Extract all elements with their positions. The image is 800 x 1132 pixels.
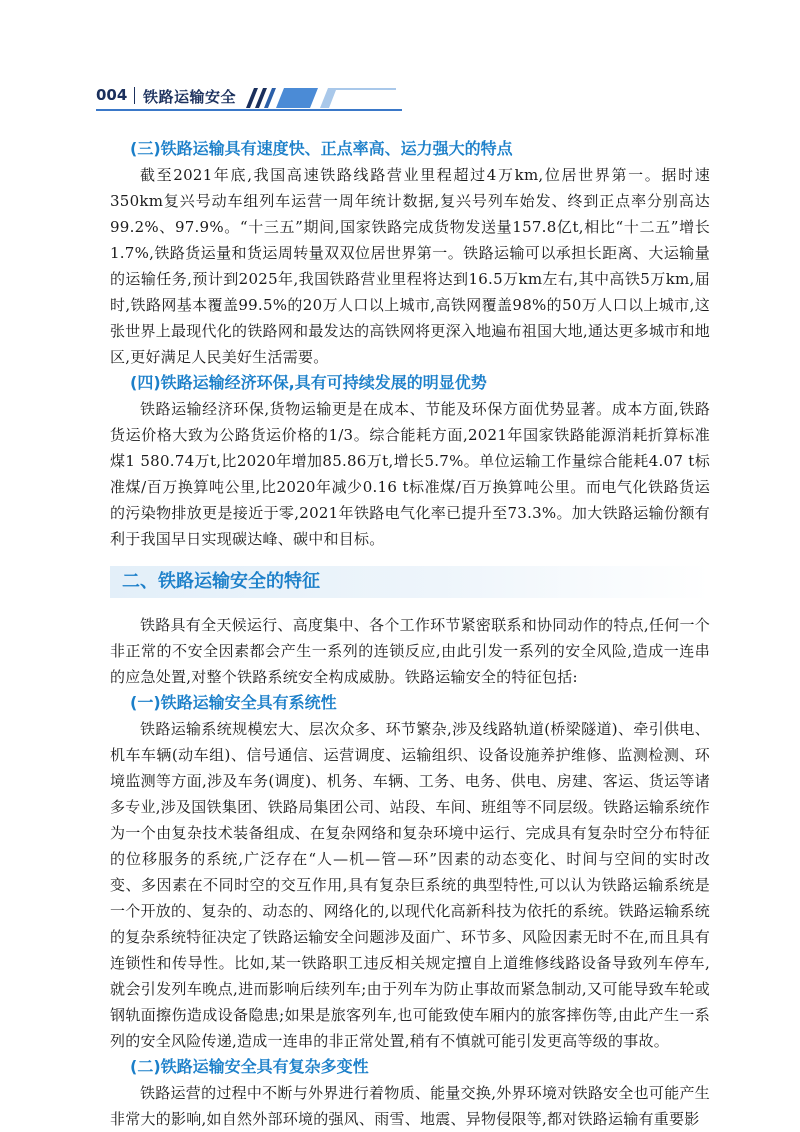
header-rule [96, 109, 402, 111]
chapter-intro: 铁路具有全天候运行、高度集中、各个工作环节紧密联系和协同动作的特点,任何一个非正常的不安全因素都会产生一系列的连锁反应,由此引发一系列的安全风险,造成一连串的应急处置,对整个铁路系统安全构成威胁。铁路运输安全的特征包括: [110, 616, 710, 686]
subsection-heading-2: (二)铁路运输安全具有复杂多变性 [130, 1057, 369, 1076]
page-number: 004 [96, 86, 128, 104]
page-body [110, 136, 710, 1132]
section-paragraph-4: 铁路运输经济环保,货物运输更是在成本、节能及环保方面优势显著。成本方面,铁路货运价格大致为公路货运价格的1/3。综合能耗方面,2021年国家铁路能源消耗折算标准煤1 580.74万t,比2020年增加85.86万t,增长5.7%。单位运输工作量综合能耗4.07 t标准煤/百万换算吨公里,比2020年减少0.16 t标准煤/百万换算吨公里。而电气化铁路货运的污染物排放更是接近于零,2021年铁路电气化率已提升至73.3%。加大铁路运输份额有利于我国早日实现碳达峰、碳中和目标。 [110, 400, 710, 548]
subsection-heading-1: (一)铁路运输安全具有系统性 [130, 693, 337, 712]
section-paragraph-3: 截至2021年底,我国高速铁路线路营业里程超过4万km,位居世界第一。据时速350km复兴号动车组列车运营一周年统计数据,复兴号列车始发、终到正点率分别高达99.2%、97.9%。“十三五”期间,国家铁路完成货物发送量157.8亿t,相比“十二五”增长1.7%,铁路货运量和货运周转量双双位居世界第一。铁路运输可以承担长距离、大运输量的运输任务,预计到2025年,我国铁路营业里程将达到16.5万km左右,其中高铁5万km,届时,铁路网基本覆盖99.5%的20万人口以上城市,高铁网覆盖98%的50万人口以上城市,这张世界上最现代化的铁路网和最发达的高铁网将更深入地遍布祖国大地,通达更多城市和地区,更好满足人民美好生活需要。 [110, 166, 710, 366]
section-heading-4: (四)铁路运输经济环保,具有可持续发展的明显优势 [130, 373, 487, 392]
book-title: 铁路运输安全 [143, 88, 237, 106]
subsection-paragraph-1: 铁路运输系统规模宏大、层次众多、环节繁杂,涉及线路轨道(桥梁隧道)、牵引供电、机车车辆(动车组)、信号通信、运营调度、运输组织、设备设施养护维修、监测检测、环境监测等方面,涉及车务(调度)、机务、车辆、工务、电务、供电、房建、客运、货运等诸多专业,涉及国铁集团、铁路局集团公司、站段、车间、班组等不同层级。铁路运输系统作为一个由复杂技术装备组成、在复杂网络和复杂环境中运行、完成具有复杂时空分布特征的位移服务的系统,广泛存在“人—机—管—环”因素的动态变化、时间与空间的实时改变、多因素在不同时空的交互作用,具有复杂巨系统的典型特性,可以认为铁路运输系统是一个开放的、复杂的、动态的、网络化的,以现代化高新科技为依托的系统。铁路运输系统的复杂系统特征决定了铁路运输安全问题涉及面广、环节多、风险因素无时不在,而且具有连锁性和传导性。比如,某一铁路职工违反相关规定擅自上道维修线路设备导致列车停车,就会引发列车晚点,进而影响后续列车;由于列车为防止事故而紧急制动,又可能导致车轮或钢轨面擦伤造成设备隐患;如果是旅客列车,也可能致使车厢内的旅客摔伤等,由此产生一系列的安全风险传递,造成一连串的非正常处置,稍有不慎就可能引发更高等级的事故。 [110, 720, 710, 1050]
header-separator [134, 87, 135, 104]
subsection-paragraph-2: 铁路运营的过程中不断与外界进行着物质、能量交换,外界环境对铁路安全也可能产生非常大的影响,如自然外部环境的强风、雨雪、地震、异物侵限等,都对铁路运输有重要影 [110, 1084, 710, 1128]
section-heading-3: (三)铁路运输具有速度快、正点率高、运力强大的特点 [130, 139, 513, 158]
running-header [96, 84, 402, 110]
header-stripes-decoration [246, 88, 396, 108]
chapter-heading: 二、铁路运输安全的特征 [110, 566, 710, 598]
